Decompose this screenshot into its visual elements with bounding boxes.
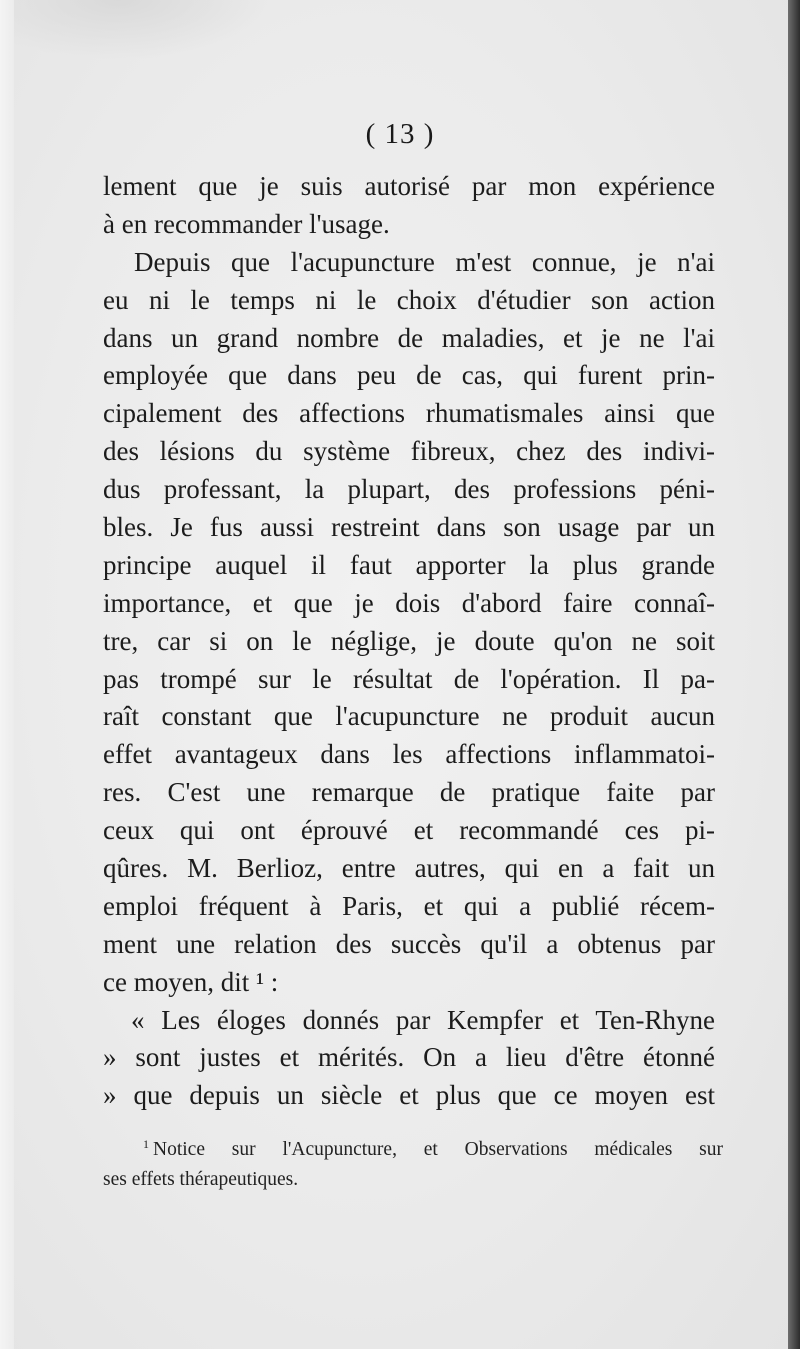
text-line: importance, et que je dois d'abord faire connaî- — [103, 587, 715, 618]
page-binding-edge — [788, 0, 800, 1349]
text-line: pas trompé sur le résultat de l'opération. Il pa- — [103, 663, 715, 694]
page-number: ( 13 ) — [365, 118, 435, 150]
text-line: effet avantageux dans les affections inflammatoi- — [103, 739, 715, 770]
text-line: Depuis que l'acupuncture m'est connue, je n'ai — [134, 246, 715, 277]
quote-line: « Les éloges donnés par Kempfer et Ten-Rhyne — [131, 1004, 715, 1035]
text-line: principe auquel il faut apporter la plus grande — [103, 549, 715, 580]
quote-line: » sont justes et mérités. On a lieu d'être étonné — [103, 1042, 715, 1073]
text-line: des lésions du système fibreux, chez des indivi- — [103, 436, 715, 467]
text-line: lement que je suis autorisé par mon expérience — [103, 171, 715, 201]
footnote-line: ses effets thérapeutiques. — [103, 1169, 299, 1190]
footnote-line — [103, 1135, 723, 1165]
text-line: emploi fréquent à Paris, et qui a publié récem- — [103, 890, 715, 921]
text-line: ceux qui ont éprouvé et recommandé ces pi- — [103, 815, 715, 846]
body-text — [103, 168, 715, 1115]
text-line: dus professant, la plupart, des professions péni- — [103, 474, 715, 505]
text-line: bles. Je fus aussi restreint dans son usage par un — [103, 512, 715, 543]
text-line: raît constant que l'acupuncture ne produit aucun — [103, 701, 715, 732]
footnote-marker: 1 — [143, 1137, 149, 1151]
text-line: res. C'est une remarque de pratique faite par — [103, 777, 715, 808]
text-line: dans un grand nombre de maladies, et je ne l'ai — [103, 322, 715, 353]
text-line: employée que dans peu de cas, qui furent prin- — [103, 360, 715, 391]
text-line: cipalement des affections rhumatismales ainsi que — [103, 398, 715, 429]
quote-line: » que depuis un siècle et plus que ce moyen est — [103, 1080, 715, 1111]
footnote-text: Notice sur l'Acupuncture, et Observations médicales sur — [153, 1139, 723, 1160]
text-line: ment une relation des succès qu'il a obtenus par — [103, 928, 715, 959]
text-line: à en recommander l'usage. — [103, 208, 390, 239]
text-line: qûres. M. Berlioz, entre autres, qui en a fait un — [103, 853, 715, 884]
page-corner-shadow — [14, 0, 274, 60]
text-line: tre, car si on le néglige, je doute qu'on ne soit — [103, 625, 715, 656]
text-line: ce moyen, dit ¹ : — [103, 966, 279, 997]
text-line: eu ni le temps ni le choix d'étudier son action — [103, 284, 715, 315]
footnote — [103, 1135, 723, 1195]
